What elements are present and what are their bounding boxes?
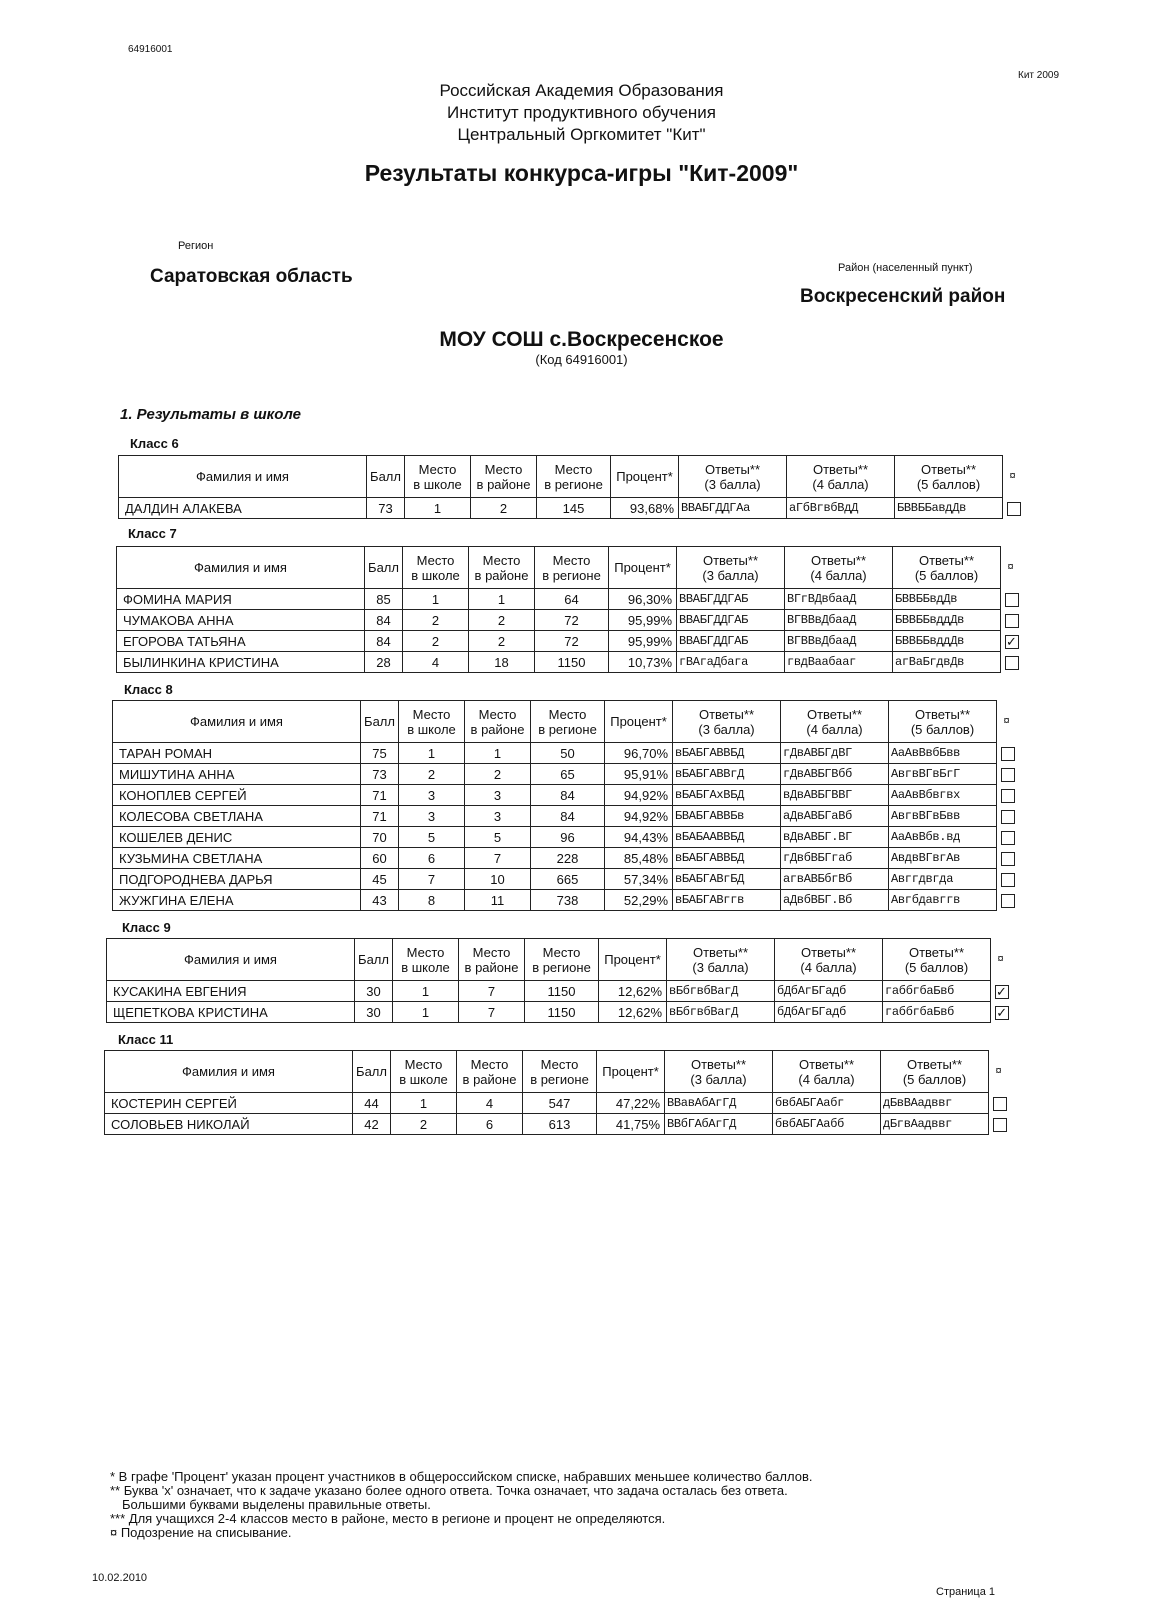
- footnote: *** Для учащихся 2-4 классов место в районе, место в регионе и процент не определяются.: [110, 1511, 666, 1526]
- column-header: Ответы** (3 балла): [665, 1051, 773, 1093]
- answers-4-cell: аДвбВБГ.Вб: [781, 890, 889, 911]
- answers-5-cell: АвгвВГвБгГ: [889, 764, 997, 785]
- percent-cell: 52,29%: [605, 890, 673, 911]
- school-place-cell: 4: [403, 652, 469, 673]
- column-header: Место в регионе: [537, 456, 611, 498]
- answers-3-cell: ВВбГАбАгГД: [665, 1114, 773, 1135]
- page-title: Результаты конкурса-игры "Кит-2009": [364, 160, 799, 186]
- region-place-cell: 84: [531, 806, 605, 827]
- student-name: СОЛОВЬЕВ НИКОЛАЙ: [105, 1114, 353, 1135]
- answers-5-cell: БВВББавдДв: [895, 498, 1003, 519]
- region-place-cell: 65: [531, 764, 605, 785]
- results-table: [116, 546, 1021, 673]
- region-label: Регион: [178, 240, 214, 252]
- student-name: КОСТЕРИН СЕРГЕЙ: [105, 1093, 353, 1114]
- school-place-cell: 7: [399, 869, 465, 890]
- percent-cell: 94,92%: [605, 785, 673, 806]
- column-header: Ответы** (4 балла): [775, 939, 883, 981]
- answers-5-cell: агВаБгдвДв: [893, 652, 1001, 673]
- footnotes: [110, 1470, 812, 1540]
- district-place-cell: 11: [465, 890, 531, 911]
- district-place-cell: 5: [465, 827, 531, 848]
- score-cell: 73: [367, 498, 405, 519]
- answers-3-cell: ВВавАбАгГД: [665, 1093, 773, 1114]
- suspicion-checkbox[interactable]: [1001, 852, 1015, 866]
- answers-5-cell: БВВББвддДв: [893, 631, 1001, 652]
- footnote: * В графе 'Процент' указан процент участников в общероссийском списке, набравших меньшее количество баллов.: [110, 1469, 813, 1484]
- school-code: (Код 64916001): [535, 352, 628, 367]
- score-cell: 44: [353, 1093, 391, 1114]
- results-table: [118, 455, 1023, 519]
- answers-5-cell: габбгбаБвб: [883, 981, 991, 1002]
- school-place-cell: 6: [399, 848, 465, 869]
- region-place-cell: 1150: [525, 1002, 599, 1023]
- print-date: 10.02.2010: [92, 1572, 148, 1584]
- school-place-cell: 8: [399, 890, 465, 911]
- region-place-cell: 613: [523, 1114, 597, 1135]
- region-place-cell: 665: [531, 869, 605, 890]
- answers-3-cell: вБбгвбВагД: [667, 981, 775, 1002]
- student-name: ЕГОРОВА ТАТЬЯНА: [117, 631, 365, 652]
- district-place-cell: 7: [465, 848, 531, 869]
- column-header: Фамилия и имя: [105, 1051, 353, 1093]
- region-place-cell: 145: [537, 498, 611, 519]
- footnote: Большими буквами выделены правильные ответы.: [122, 1497, 431, 1512]
- school-place-cell: 1: [399, 743, 465, 764]
- suspicion-checkbox[interactable]: ✓: [996, 983, 1007, 999]
- student-name: ПОДГОРОДНЕВА ДАРЬЯ: [113, 869, 361, 890]
- suspicion-checkbox[interactable]: [1001, 894, 1015, 908]
- score-cell: 30: [355, 1002, 393, 1023]
- answers-5-cell: БВВББвддДв: [893, 610, 1001, 631]
- column-header: Место в районе: [459, 939, 525, 981]
- table-header: [113, 701, 1017, 743]
- percent-cell: 85,48%: [605, 848, 673, 869]
- table-row: [113, 869, 1017, 890]
- answers-4-cell: агвАВБбгВб: [781, 869, 889, 890]
- answers-3-cell: вБАБГАВВБД: [673, 743, 781, 764]
- results-table: [112, 700, 1017, 911]
- student-name: КОШЕЛЕВ ДЕНИС: [113, 827, 361, 848]
- district-value: Воскресенский район: [800, 286, 1006, 307]
- class-label: Класс 7: [128, 526, 177, 541]
- answers-5-cell: АаАвВбв.вд: [889, 827, 997, 848]
- suspicion-flag-cell: [1001, 652, 1021, 673]
- table-header: [117, 547, 1021, 589]
- column-header: Процент*: [605, 701, 673, 743]
- student-name: ФОМИНА МАРИЯ: [117, 589, 365, 610]
- percent-cell: 47,22%: [597, 1093, 665, 1114]
- column-header: Место в школе: [393, 939, 459, 981]
- answers-3-cell: ВВАБГДДГАБ: [677, 610, 785, 631]
- school-place-cell: 2: [403, 631, 469, 652]
- answers-3-cell: гВАгаДбага: [677, 652, 785, 673]
- percent-cell: 12,62%: [599, 1002, 667, 1023]
- column-header: Ответы** (5 баллов): [889, 701, 997, 743]
- class-label: Класс 8: [124, 682, 173, 697]
- suspicion-checkbox[interactable]: [993, 1097, 1007, 1111]
- column-header: Фамилия и имя: [107, 939, 355, 981]
- suspicion-checkbox[interactable]: ✓: [1006, 633, 1017, 649]
- answers-3-cell: вБАБГАВгБД: [673, 869, 781, 890]
- table-row: [113, 743, 1017, 764]
- answers-4-cell: вДвАВБГ.ВГ: [781, 827, 889, 848]
- class-label: Класс 11: [118, 1032, 174, 1047]
- answers-4-cell: вДвАВБГВВГ: [781, 785, 889, 806]
- suspicion-flag-cell: [991, 981, 1011, 1002]
- percent-cell: 93,68%: [611, 498, 679, 519]
- column-header: Ответы** (3 балла): [679, 456, 787, 498]
- column-header: Балл: [353, 1051, 391, 1093]
- answers-3-cell: ВВАБГДДГАа: [679, 498, 787, 519]
- table-row: [113, 890, 1017, 911]
- score-cell: 75: [361, 743, 399, 764]
- school-place-cell: 1: [405, 498, 471, 519]
- suspicion-flag-cell: [989, 1114, 1009, 1135]
- score-cell: 42: [353, 1114, 391, 1135]
- suspicion-flag-cell: [991, 1002, 1011, 1023]
- region-place-cell: 72: [535, 610, 609, 631]
- column-header: Место в школе: [405, 456, 471, 498]
- answers-5-cell: БВВББвдДв: [893, 589, 1001, 610]
- column-header: Процент*: [599, 939, 667, 981]
- column-header: Процент*: [597, 1051, 665, 1093]
- student-name: КУЗЬМИНА СВЕТЛАНА: [113, 848, 361, 869]
- section-title: 1. Результаты в школе: [120, 406, 301, 423]
- column-header: Место в регионе: [531, 701, 605, 743]
- column-header: Балл: [367, 456, 405, 498]
- district-place-cell: 18: [469, 652, 535, 673]
- suspicion-checkbox[interactable]: [1001, 810, 1015, 824]
- student-name: ДАЛДИН АЛАКЕВА: [119, 498, 367, 519]
- suspicion-flag-cell: [1001, 610, 1021, 631]
- column-header: Место в районе: [457, 1051, 523, 1093]
- suspicion-flag-cell: [997, 743, 1017, 764]
- school-place-cell: 2: [403, 610, 469, 631]
- column-header: Ответы** (5 баллов): [881, 1051, 989, 1093]
- student-name: КОЛЕСОВА СВЕТЛАНА: [113, 806, 361, 827]
- column-header: Ответы** (3 балла): [677, 547, 785, 589]
- answers-5-cell: Авгбдавггв: [889, 890, 997, 911]
- table-row: [113, 806, 1017, 827]
- column-header: Фамилия и имя: [117, 547, 365, 589]
- table-header: [119, 456, 1023, 498]
- student-name: МИШУТИНА АННА: [113, 764, 361, 785]
- column-header: Ответы** (5 баллов): [893, 547, 1001, 589]
- answers-5-cell: Авггдвгда: [889, 869, 997, 890]
- score-cell: 85: [365, 589, 403, 610]
- district-place-cell: 2: [465, 764, 531, 785]
- answers-3-cell: вБАБГАВггв: [673, 890, 781, 911]
- footnote: ** Буква 'х' означает, что к задаче указано более одного ответа. Точка означает, что задача осталась без ответа.: [110, 1483, 788, 1498]
- percent-cell: 95,99%: [609, 631, 677, 652]
- percent-cell: 94,43%: [605, 827, 673, 848]
- answers-4-cell: гДвАВБГВбб: [781, 764, 889, 785]
- percent-cell: 94,92%: [605, 806, 673, 827]
- student-name: КОНОПЛЕВ СЕРГЕЙ: [113, 785, 361, 806]
- score-cell: 84: [365, 610, 403, 631]
- suspicion-flag-cell: [1001, 589, 1021, 610]
- answers-3-cell: БВАБГАВВБв: [673, 806, 781, 827]
- district-place-cell: 2: [471, 498, 537, 519]
- score-cell: 30: [355, 981, 393, 1002]
- table-row: [105, 1114, 1009, 1135]
- table-row: [117, 589, 1021, 610]
- table-row: [113, 848, 1017, 869]
- region-place-cell: 1150: [535, 652, 609, 673]
- column-header: Процент*: [611, 456, 679, 498]
- column-header: Место в регионе: [535, 547, 609, 589]
- answers-3-cell: вБАБААВВБД: [673, 827, 781, 848]
- suspicion-checkbox[interactable]: ✓: [996, 1004, 1008, 1020]
- answers-3-cell: вБбгвбВагД: [667, 1002, 775, 1023]
- footnote: ¤ Подозрение на списывание.: [110, 1525, 292, 1540]
- column-header: Ответы** (3 балла): [667, 939, 775, 981]
- column-header: Место в районе: [465, 701, 531, 743]
- table-row: [117, 652, 1021, 673]
- district-place-cell: 6: [457, 1114, 523, 1135]
- column-header: Балл: [365, 547, 403, 589]
- suspicion-flag-cell: [1003, 498, 1023, 519]
- answers-5-cell: габбгбаБвб: [883, 1002, 991, 1023]
- student-name: БЫЛИНКИНА КРИСТИНА: [117, 652, 365, 673]
- table-row: [107, 981, 1011, 1002]
- column-header: Место в школе: [391, 1051, 457, 1093]
- percent-cell: 10,73%: [609, 652, 677, 673]
- column-header: Ответы** (4 балла): [785, 547, 893, 589]
- suspicion-checkbox[interactable]: [1001, 747, 1015, 761]
- table-row: [117, 610, 1021, 631]
- region-place-cell: 547: [523, 1093, 597, 1114]
- region-place-cell: 72: [535, 631, 609, 652]
- column-header: ¤: [1007, 561, 1014, 573]
- class-label: Класс 6: [130, 436, 179, 451]
- page-number: Страница 1: [936, 1586, 996, 1598]
- region-place-cell: 228: [531, 848, 605, 869]
- column-header: Место в регионе: [525, 939, 599, 981]
- percent-cell: 12,62%: [599, 981, 667, 1002]
- document-code: 64916001: [128, 44, 173, 55]
- answers-5-cell: дБгвАадввг: [881, 1114, 989, 1135]
- score-cell: 45: [361, 869, 399, 890]
- column-header: Место в районе: [471, 456, 537, 498]
- school-place-cell: 1: [403, 589, 469, 610]
- score-cell: 71: [361, 806, 399, 827]
- column-header: Место в школе: [403, 547, 469, 589]
- suspicion-flag-cell: [997, 890, 1017, 911]
- org-line-3: Центральный Оргкомитет "Кит": [457, 125, 706, 144]
- score-cell: 84: [365, 631, 403, 652]
- suspicion-checkbox[interactable]: [1001, 789, 1015, 803]
- table-row: [105, 1093, 1009, 1114]
- suspicion-checkbox[interactable]: [1005, 614, 1019, 628]
- region-place-cell: 84: [531, 785, 605, 806]
- results-table: [104, 1050, 1009, 1135]
- answers-5-cell: АаАвВвбБвв: [889, 743, 997, 764]
- school-place-cell: 2: [391, 1114, 457, 1135]
- column-header: ¤: [1009, 470, 1016, 482]
- table-row: [113, 827, 1017, 848]
- suspicion-checkbox[interactable]: [1005, 656, 1019, 670]
- school-place-cell: 3: [399, 806, 465, 827]
- suspicion-flag-cell: [997, 848, 1017, 869]
- org-line-2: Институт продуктивного обучения: [446, 103, 717, 122]
- suspicion-checkbox[interactable]: [1001, 873, 1015, 887]
- score-cell: 71: [361, 785, 399, 806]
- region-place-cell: 96: [531, 827, 605, 848]
- table-header: [105, 1051, 1009, 1093]
- column-header: Ответы** (4 балла): [787, 456, 895, 498]
- region-place-cell: 1150: [525, 981, 599, 1002]
- district-place-cell: 10: [465, 869, 531, 890]
- percent-cell: 57,34%: [605, 869, 673, 890]
- district-place-cell: 3: [465, 806, 531, 827]
- suspicion-flag-cell: [997, 827, 1017, 848]
- suspicion-flag-cell: [1001, 631, 1021, 652]
- region-value: Саратовская область: [150, 266, 353, 287]
- column-header: Процент*: [609, 547, 677, 589]
- district-place-cell: 7: [459, 981, 525, 1002]
- suspicion-checkbox[interactable]: [1001, 768, 1015, 782]
- column-header: Балл: [355, 939, 393, 981]
- district-place-cell: 2: [469, 631, 535, 652]
- score-cell: 70: [361, 827, 399, 848]
- org-line-1: Российская Академия Образования: [439, 81, 724, 100]
- suspicion-flag-cell: [997, 785, 1017, 806]
- column-header: Место в регионе: [523, 1051, 597, 1093]
- percent-cell: 41,75%: [597, 1114, 665, 1135]
- answers-5-cell: АвгвВГвБвв: [889, 806, 997, 827]
- table-row: [117, 631, 1021, 652]
- answers-4-cell: аГбВгвбВдД: [787, 498, 895, 519]
- column-header: Балл: [361, 701, 399, 743]
- answers-3-cell: вБАБГАВВгД: [673, 764, 781, 785]
- column-header: Ответы** (5 баллов): [895, 456, 1003, 498]
- region-place-cell: 64: [535, 589, 609, 610]
- answers-4-cell: бДбАгБГадб: [775, 1002, 883, 1023]
- district-place-cell: 1: [469, 589, 535, 610]
- school-name: МОУ СОШ с.Воскресенское: [439, 328, 724, 351]
- answers-3-cell: вБАБГАхВБД: [673, 785, 781, 806]
- answers-4-cell: гДвбВБГгаб: [781, 848, 889, 869]
- answers-4-cell: бвбАБГАабг: [773, 1093, 881, 1114]
- column-header: Ответы** (3 балла): [673, 701, 781, 743]
- school-place-cell: 5: [399, 827, 465, 848]
- score-cell: 60: [361, 848, 399, 869]
- answers-4-cell: гвдВаабааг: [785, 652, 893, 673]
- percent-cell: 95,99%: [609, 610, 677, 631]
- answers-4-cell: аДвАВБГаВб: [781, 806, 889, 827]
- school-place-cell: 1: [393, 1002, 459, 1023]
- percent-cell: 96,30%: [609, 589, 677, 610]
- district-place-cell: 4: [457, 1093, 523, 1114]
- student-name: ЖУЖГИНА ЕЛЕНА: [113, 890, 361, 911]
- score-cell: 43: [361, 890, 399, 911]
- suspicion-flag-cell: [989, 1093, 1009, 1114]
- student-name: ТАРАН РОМАН: [113, 743, 361, 764]
- region-place-cell: 50: [531, 743, 605, 764]
- school-place-cell: 3: [399, 785, 465, 806]
- column-header: Ответы** (5 баллов): [883, 939, 991, 981]
- suspicion-flag-cell: [997, 869, 1017, 890]
- region-place-cell: 738: [531, 890, 605, 911]
- school-place-cell: 2: [399, 764, 465, 785]
- table-row: [107, 1002, 1011, 1023]
- column-header: Фамилия и имя: [113, 701, 361, 743]
- answers-4-cell: бвбАБГАабб: [773, 1114, 881, 1135]
- score-cell: 28: [365, 652, 403, 673]
- table-row: [119, 498, 1023, 519]
- suspicion-checkbox[interactable]: [1001, 831, 1015, 845]
- school-place-cell: 1: [393, 981, 459, 1002]
- suspicion-checkbox[interactable]: [993, 1118, 1007, 1132]
- score-cell: 73: [361, 764, 399, 785]
- answers-4-cell: ВГВВвДбааД: [785, 631, 893, 652]
- results-table: [106, 938, 1011, 1023]
- column-header: Место в районе: [469, 547, 535, 589]
- suspicion-flag-cell: [997, 806, 1017, 827]
- answers-5-cell: АаАвВбвгвх: [889, 785, 997, 806]
- district-label: Район (населенный пункт): [838, 262, 973, 274]
- class-label: Класс 9: [122, 920, 171, 935]
- suspicion-flag-cell: [997, 764, 1017, 785]
- district-place-cell: 7: [459, 1002, 525, 1023]
- suspicion-checkbox[interactable]: [1007, 502, 1021, 516]
- answers-4-cell: ВГВВвДбааД: [785, 610, 893, 631]
- column-header: Ответы** (4 балла): [781, 701, 889, 743]
- answers-3-cell: ВВАБГДДГАБ: [677, 631, 785, 652]
- column-header: ¤: [1003, 715, 1010, 727]
- kit-year-label: Кит 2009: [1018, 70, 1060, 81]
- district-place-cell: 3: [465, 785, 531, 806]
- answers-4-cell: гДвАВБГдВГ: [781, 743, 889, 764]
- student-name: КУСАКИНА ЕВГЕНИЯ: [107, 981, 355, 1002]
- answers-4-cell: ВГгВДвбааД: [785, 589, 893, 610]
- district-place-cell: 2: [469, 610, 535, 631]
- student-name: ЧУМАКОВА АННА: [117, 610, 365, 631]
- answers-3-cell: вБАБГАВВБД: [673, 848, 781, 869]
- column-header: Фамилия и имя: [119, 456, 367, 498]
- answers-4-cell: бДбАгБГадб: [775, 981, 883, 1002]
- table-header: [107, 939, 1011, 981]
- answers-5-cell: АвдвВГвгАв: [889, 848, 997, 869]
- student-name: ЩЕПЕТКОВА КРИСТИНА: [107, 1002, 355, 1023]
- suspicion-checkbox[interactable]: [1005, 593, 1019, 607]
- column-header: ¤: [997, 953, 1004, 965]
- district-place-cell: 1: [465, 743, 531, 764]
- answers-3-cell: ВВАБГДДГАБ: [677, 589, 785, 610]
- percent-cell: 96,70%: [605, 743, 673, 764]
- column-header: Ответы** (4 балла): [773, 1051, 881, 1093]
- table-row: [113, 764, 1017, 785]
- answers-5-cell: дБвВАадввг: [881, 1093, 989, 1114]
- column-header: ¤: [995, 1065, 1002, 1077]
- percent-cell: 95,91%: [605, 764, 673, 785]
- column-header: Место в школе: [399, 701, 465, 743]
- table-row: [113, 785, 1017, 806]
- school-place-cell: 1: [391, 1093, 457, 1114]
